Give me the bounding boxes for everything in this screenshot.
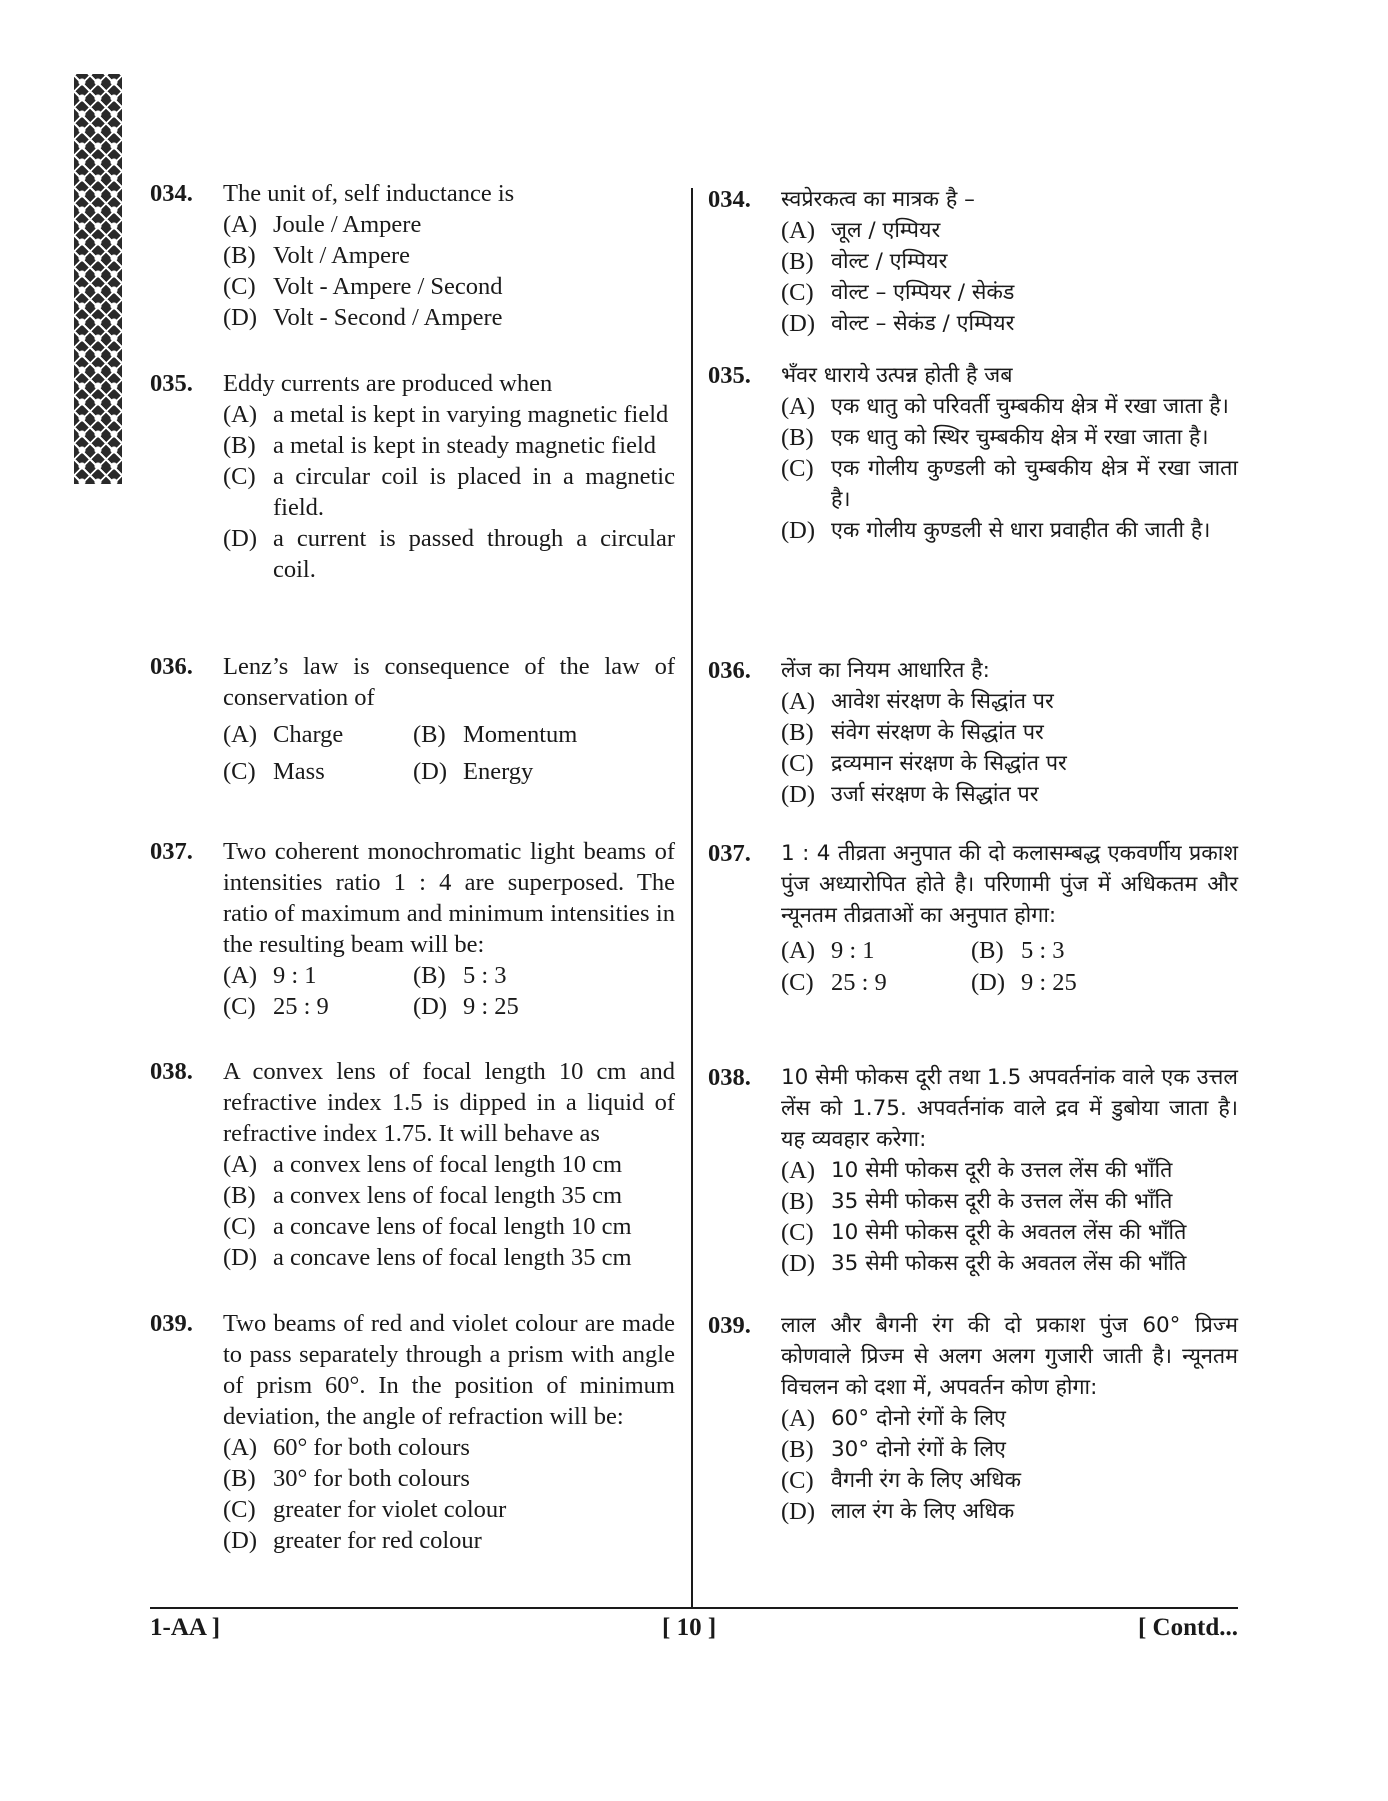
question-number: 036.	[708, 657, 751, 684]
option-b: (B) 35 सेमी फोकस दूरी के उत्तल लेंस की भाँति	[781, 1188, 1173, 1215]
option-b: (B) Momentum	[413, 721, 578, 748]
option-d: (D) 9 : 25	[971, 969, 1077, 996]
decorative-border-pattern	[74, 74, 122, 484]
option-a: (A) एक धातु को परिवर्ती चुम्बकीय क्षेत्र में रखा जाता है।	[781, 393, 1229, 420]
option-c: (C) a circular coil is placed in a magnetic field.	[223, 463, 675, 521]
question-stem: Eddy currents are produced when	[223, 370, 553, 397]
option-d: (D) 9 : 25	[413, 993, 519, 1020]
question-number: 037.	[708, 840, 751, 867]
option-a: (A) 60° for both colours	[223, 1434, 470, 1461]
question-number: 036.	[150, 653, 193, 680]
footer-code: 1-AA ]	[150, 1614, 221, 1641]
column-divider	[691, 188, 693, 1608]
question-number: 038.	[708, 1064, 751, 1091]
option-b: (B) Volt / Ampere	[223, 242, 411, 269]
option-b: (B) a metal is kept in steady magnetic field	[223, 432, 657, 459]
option-c: (C) वैगनी रंग के लिए अधिक	[781, 1467, 1022, 1494]
option-a: (A) 9 : 1	[781, 937, 875, 964]
option-c: (C) एक गोलीय कुण्डली को चुम्बकीय क्षेत्र में रखा जाता है।	[781, 455, 1238, 512]
option-b: (B) एक धातु को स्थिर चुम्बकीय क्षेत्र में रखा जाता है।	[781, 424, 1209, 451]
option-c: (C) 25 : 9	[781, 969, 887, 996]
option-d: (D) उर्जा संरक्षण के सिद्धांत पर	[781, 781, 1039, 808]
option-d: (D) वोल्ट – सेकंड / एम्पियर	[781, 310, 1015, 337]
option-a: (A) a convex lens of focal length 10 cm	[223, 1151, 623, 1178]
question-stem: लेंज का नियम आधारित है:	[781, 658, 990, 683]
option-d: (D) greater for red colour	[223, 1527, 482, 1554]
option-a: (A) 10 सेमी फोकस दूरी के उत्तल लेंस की भाँति	[781, 1157, 1173, 1184]
option-a: (A) a metal is kept in varying magnetic field	[223, 401, 669, 428]
option-b: (B) a convex lens of focal length 35 cm	[223, 1182, 623, 1209]
option-c: (C) Volt - Ampere / Second	[223, 273, 503, 300]
option-d: (D) लाल रंग के लिए अधिक	[781, 1498, 1015, 1525]
question-stem: Two coherent monochromatic light beams of intensities ratio 1 : 4 are superposed. The ratio of maximum and minimum intensities in the resulting beam will be:	[223, 838, 675, 958]
option-a: (A) 60° दोनो रंगों के लिए	[781, 1405, 1006, 1432]
question-stem: भँवर धाराये उत्पन्न होती है जब	[781, 363, 1013, 388]
question-stem: लाल और बैगनी रंग की दो प्रकाश पुंज 60° प्रिज्म कोणवाले प्रिज्म से अलग अलग गुजारी जाती है। न्यूनतम विचलन को दशा में, अपवर्तन कोण होगा:	[781, 1313, 1238, 1400]
option-b: (B) वोल्ट / एम्पियर	[781, 248, 948, 275]
question-number: 038.	[150, 1058, 193, 1085]
option-a: (A) Charge	[223, 721, 344, 748]
option-b: (B) संवेग संरक्षण के सिद्धांत पर	[781, 719, 1044, 746]
question-number: 034.	[150, 180, 193, 207]
option-d: (D) a current is passed through a circular coil.	[223, 525, 675, 583]
option-a: (A) Joule / Ampere	[223, 211, 422, 238]
option-a: (A) आवेश संरक्षण के सिद्धांत पर	[781, 688, 1054, 715]
question-stem: स्वप्रेरकत्व का मात्रक है –	[781, 187, 975, 212]
option-d: (D) Volt - Second / Ampere	[223, 304, 503, 331]
page-number: [ 10 ]	[662, 1614, 717, 1641]
question-number: 037.	[150, 838, 193, 865]
question-stem: 10 सेमी फोकस दूरी तथा 1.5 अपवर्तनांक वाले एक उत्तल लेंस को 1.75. अपवर्तनांक वाले द्रव में डुबोया जाता है। यह व्यवहार करेगा:	[781, 1065, 1238, 1152]
question-stem: 1 : 4 तीव्रता अनुपात की दो कलासम्बद्ध एकवर्णीय प्रकाश पुंज अध्यारोपित होते है। परिणामी पुंज में अधिकतम और न्यूनतम तीव्रताओं का अनुपात होगा:	[781, 841, 1238, 928]
option-c: (C) 10 सेमी फोकस दूरी के अवतल लेंस की भाँति	[781, 1219, 1187, 1246]
option-c: (C) द्रव्यमान संरक्षण के सिद्धांत पर	[781, 750, 1067, 777]
question-number: 039.	[708, 1312, 751, 1339]
question-stem: The unit of, self inductance is	[223, 180, 515, 207]
option-b: (B) 5 : 3	[971, 937, 1065, 964]
footer-rule	[150, 1607, 1238, 1609]
question-number: 034.	[708, 186, 751, 213]
question-number: 035.	[150, 370, 193, 397]
option-a: (A) जूल / एम्पियर	[781, 217, 941, 244]
question-stem: Two beams of red and violet colour are made to pass separately through a prism with angle of prism 60°. In the position of minimum deviation, the angle of refraction will be:	[223, 1310, 675, 1430]
option-a: (A) 9 : 1	[223, 962, 317, 989]
option-d: (D) a concave lens of focal length 35 cm	[223, 1244, 632, 1271]
question-number: 039.	[150, 1310, 193, 1337]
question-stem: A convex lens of focal length 10 cm and refractive index 1.5 is dipped in a liquid of refractive index 1.75. It will behave as	[223, 1058, 675, 1147]
option-b: (B) 30° दोनो रंगों के लिए	[781, 1436, 1006, 1463]
option-d: (D) 35 सेमी फोकस दूरी के अवतल लेंस की भाँति	[781, 1250, 1187, 1277]
continued-label: [ Contd...	[1137, 1614, 1238, 1641]
question-stem: Lenz’s law is consequence of the law of conservation of	[223, 653, 675, 711]
option-d: (D) एक गोलीय कुण्डली से धारा प्रवाहीत की जाती है।	[781, 517, 1211, 544]
option-b: (B) 5 : 3	[413, 962, 507, 989]
option-b: (B) 30° for both colours	[223, 1465, 470, 1492]
option-c: (C) 25 : 9	[223, 993, 329, 1020]
option-c: (C) वोल्ट – एम्पियर / सेकंड	[781, 279, 1015, 306]
option-c: (C) greater for violet colour	[223, 1496, 507, 1523]
option-d: (D) Energy	[413, 758, 534, 785]
option-c: (C) a concave lens of focal length 10 cm	[223, 1213, 632, 1240]
option-c: (C) Mass	[223, 758, 325, 785]
question-number: 035.	[708, 362, 751, 389]
